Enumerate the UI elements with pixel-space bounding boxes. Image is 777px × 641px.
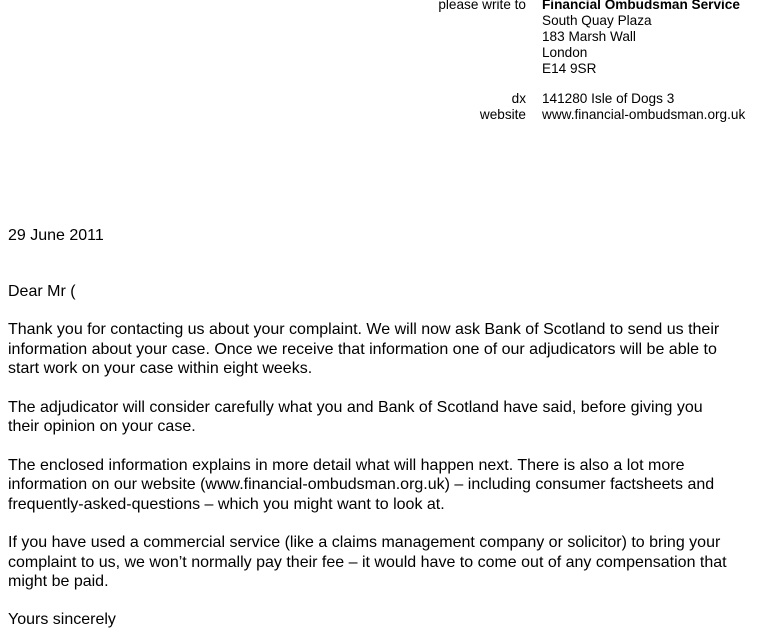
paragraph-2: The adjudicator will consider carefully what you and Bank of Scotland have said, before giving you their opinion on your case. bbox=[8, 398, 703, 435]
paragraph-4: If you have used a commercial service (like a claims management company or solicitor) to bring your complaint to us, we won’t normally pay their fee – it would have to come out of any compensation that might be paid. bbox=[8, 534, 727, 590]
address-spacer bbox=[420, 77, 770, 91]
address-line-row bbox=[420, 45, 770, 61]
address-row-website bbox=[420, 107, 770, 123]
address-postcode: E14 9SR bbox=[542, 61, 597, 76]
salutation: Dear Mr ( bbox=[8, 283, 76, 300]
paragraph-1: Thank you for contacting us about your complaint. We will now ask Bank of Scotland to send us their information about your case. Once we receive that information one of our adjudicators will be able to start work on your case within eight weeks. bbox=[8, 321, 720, 377]
letter-paragraphs bbox=[8, 320, 728, 611]
please-write-to-label: please write to bbox=[438, 0, 526, 12]
sender-address-block bbox=[420, 0, 770, 123]
dx-value: 141280 Isle of Dogs 3 bbox=[542, 91, 675, 106]
website-value: www.financial-ombudsman.org.uk bbox=[542, 107, 746, 122]
paragraph-3: The enclosed information explains in more detail what will happen next. There is also a lot more information on our website (www.financial-ombudsman.org.uk) – including consumer factsheets and frequently-asked-questions – which you might want to look at. bbox=[8, 456, 715, 513]
address-line-row bbox=[420, 13, 770, 29]
sign-off: Yours sincerely bbox=[8, 611, 116, 628]
address-line-2: 183 Marsh Wall bbox=[542, 29, 636, 44]
address-row-org bbox=[420, 0, 770, 13]
address-line-1: South Quay Plaza bbox=[542, 13, 652, 28]
letter-date: 29 June 2011 bbox=[8, 227, 104, 244]
website-label: website bbox=[479, 107, 526, 122]
dx-label: dx bbox=[511, 91, 526, 106]
organisation-name: Financial Ombudsman Service bbox=[542, 0, 740, 12]
address-line-row bbox=[420, 61, 770, 77]
address-line-3: London bbox=[542, 45, 588, 60]
address-row-dx bbox=[420, 91, 770, 107]
address-line-row bbox=[420, 29, 770, 45]
